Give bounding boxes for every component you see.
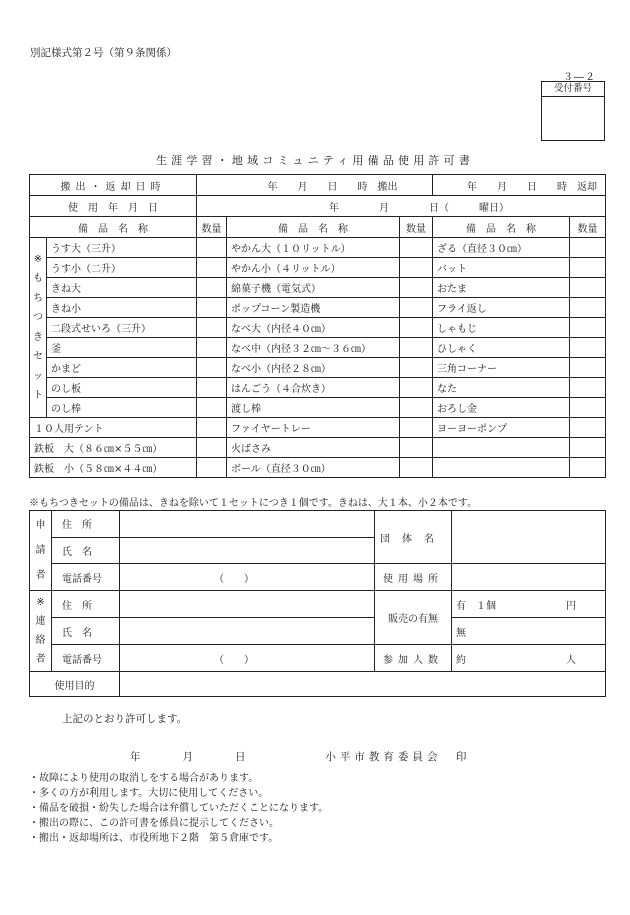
equipment-item-name: しゃもじ <box>433 318 570 338</box>
equipment-item-name: フライ返し <box>433 298 570 318</box>
equipment-row <box>30 298 606 318</box>
form-reference: 別記様式第２号（第９条関係） <box>30 47 177 59</box>
equipment-item-name: 火ばさみ <box>227 438 400 458</box>
equipment-item-name: 渡し棒 <box>227 398 400 418</box>
equipment-item-name: はんごう（４合炊き） <box>227 378 400 398</box>
use-date-field[interactable]: 年 月 日（ 曜日） <box>197 196 606 217</box>
equipment-item-name: なべ中（内径３２㎝～３６㎝） <box>227 338 400 358</box>
qty-input[interactable] <box>400 318 433 338</box>
qty-input[interactable] <box>570 258 606 278</box>
equipment-table <box>29 174 606 478</box>
equipment-item-name: ひしゃく <box>433 338 570 358</box>
qty-input[interactable] <box>570 298 606 318</box>
set-item-name: 二段式せいろ（三升） <box>47 318 197 338</box>
equipment-rows <box>30 238 606 478</box>
qty-input[interactable] <box>400 398 433 418</box>
qty-input[interactable] <box>197 338 227 358</box>
applicant-group-label: 申 請 者 <box>30 511 52 591</box>
qty-input[interactable] <box>197 298 227 318</box>
note-item: ・備品を破損・紛失した場合は弁償していただくことになります。 <box>29 803 329 814</box>
col-header-qty: 数量 <box>400 217 433 238</box>
set-item-name: 釜 <box>47 338 197 358</box>
note-item: ・搬出・返却場所は、市役所地下２階 第５倉庫です。 <box>29 833 279 844</box>
applicant-name-field[interactable] <box>120 537 375 564</box>
qty-input[interactable] <box>400 378 433 398</box>
qty-input[interactable] <box>400 418 433 438</box>
equipment-item-name <box>433 438 570 458</box>
col-header-name: 備 品 名 称 <box>433 217 570 238</box>
qty-input[interactable] <box>570 338 606 358</box>
contact-name-field[interactable] <box>120 618 375 645</box>
equipment-row <box>30 338 606 358</box>
set-note: ※もちつきセットの備品は、きねを除いて１セットにつき１個です。きねは、大１本、小２本です。 <box>29 498 478 509</box>
applicant-phone-field[interactable]: （ ） <box>120 564 375 591</box>
reception-number-label: 受付番号 <box>542 82 604 97</box>
set-item-name: のし棒 <box>47 398 197 418</box>
carry-return-datetime-field[interactable]: 年 月 日 時 返却 <box>433 175 606 196</box>
org-name-label: 団体名 <box>375 511 452 564</box>
qty-input[interactable] <box>570 318 606 338</box>
qty-input[interactable] <box>197 258 227 278</box>
carry-datetime-label: 搬出・返却日時 <box>30 175 197 196</box>
equipment-item-name: なべ大（内径４０㎝） <box>227 318 400 338</box>
applicant-phone-label: 電話番号 <box>52 564 120 591</box>
qty-input[interactable] <box>570 358 606 378</box>
set-item-name: かまど <box>47 358 197 378</box>
equipment-item-name: なべ小（内径２８㎝） <box>227 358 400 378</box>
equipment-item-name: おろし金 <box>433 398 570 418</box>
contact-address-field[interactable] <box>120 591 375 618</box>
equipment-row <box>30 398 606 418</box>
qty-input[interactable] <box>197 358 227 378</box>
signature-line <box>130 749 470 764</box>
qty-input[interactable] <box>400 278 433 298</box>
contact-name-label: 氏 名 <box>52 618 120 645</box>
equipment-item-name: バット <box>433 258 570 278</box>
qty-input[interactable] <box>570 438 606 458</box>
qty-input[interactable] <box>570 378 606 398</box>
equipment-item-name: やかん大（１０リットル） <box>227 238 400 258</box>
set-item-name: きね大 <box>47 278 197 298</box>
document-number: ３―２ <box>563 72 596 83</box>
qty-input[interactable] <box>197 458 227 478</box>
equipment-row <box>30 238 606 258</box>
set-item-name: のし板 <box>47 378 197 398</box>
qty-input[interactable] <box>400 438 433 458</box>
reception-number-box <box>541 81 605 141</box>
equipment-item-name: ヨーヨーポンプ <box>433 418 570 438</box>
qty-input[interactable] <box>400 238 433 258</box>
qty-input[interactable] <box>400 298 433 318</box>
equipment-item-name: 三角コーナー <box>433 358 570 378</box>
sales-no-option[interactable]: 無 <box>452 618 606 645</box>
equipment-item-name: 鉄板 大（８６㎝×５５㎝） <box>30 438 197 458</box>
document-title: 生涯学習・地域コミュニティ用備品使用許可書 <box>155 154 475 167</box>
note-item: ・故障により使用の取消しをする場合があります。 <box>29 773 259 784</box>
contact-phone-field[interactable]: （ ） <box>120 645 375 672</box>
qty-input[interactable] <box>400 458 433 478</box>
set-item-name: うす大（三升） <box>47 238 197 258</box>
qty-input[interactable] <box>197 398 227 418</box>
purpose-label: 使用目的 <box>30 672 120 697</box>
qty-input[interactable] <box>197 378 227 398</box>
use-date-label: 使 用 年 月 日 <box>30 196 197 217</box>
equipment-item-name: １０人用テント <box>30 418 197 438</box>
equipment-row <box>30 458 606 478</box>
permit-date: 年 月 日 <box>130 751 246 763</box>
set-item-name: うす小（二升） <box>47 258 197 278</box>
participants-field[interactable]: 約 人 <box>452 645 606 672</box>
qty-input[interactable] <box>400 358 433 378</box>
applicant-address-field[interactable] <box>120 511 375 538</box>
issuer-seal: 小平市教育委員会 印 <box>325 751 471 763</box>
qty-input[interactable] <box>400 258 433 278</box>
equipment-row <box>30 358 606 378</box>
contact-address-label: 住 所 <box>52 591 120 618</box>
applicant-address-label: 住 所 <box>52 511 120 538</box>
qty-input[interactable] <box>400 338 433 358</box>
equipment-item-name: ファイヤートレー <box>227 418 400 438</box>
applicant-name-label: 氏 名 <box>52 537 120 564</box>
org-name-field[interactable] <box>452 511 606 564</box>
set-item-name: きね小 <box>47 298 197 318</box>
col-header-name: 備 品 名 称 <box>30 217 197 238</box>
sales-yes-option[interactable]: 有 １個 円 <box>452 591 606 618</box>
qty-input[interactable] <box>570 278 606 298</box>
note-item: ・搬出の際に、この許可書を係員に提示してください。 <box>29 818 279 829</box>
equipment-item-name <box>433 458 570 478</box>
qty-input[interactable] <box>197 438 227 458</box>
equipment-row <box>30 258 606 278</box>
qty-input[interactable] <box>197 418 227 438</box>
qty-input[interactable] <box>570 238 606 258</box>
venue-label: 使用場所 <box>375 564 452 591</box>
carry-out-datetime-field[interactable]: 年 月 日 時 搬出 <box>197 175 433 196</box>
qty-input[interactable] <box>570 458 606 478</box>
qty-input[interactable] <box>570 418 606 438</box>
notes-list <box>29 771 328 846</box>
equipment-item-name: 綿菓子機（電気式） <box>227 278 400 298</box>
col-header-qty: 数量 <box>197 217 227 238</box>
contact-phone-label: 電話番号 <box>52 645 120 672</box>
qty-input[interactable] <box>197 318 227 338</box>
applicant-table <box>29 510 606 697</box>
col-header-qty: 数量 <box>570 217 606 238</box>
purpose-field[interactable] <box>120 672 606 697</box>
reception-number-field[interactable] <box>542 97 604 141</box>
mochitsuki-set-label: ※ も ち つ き セ ッ ト <box>30 238 47 418</box>
equipment-item-name: ざる（直径３０㎝） <box>433 238 570 258</box>
equipment-item-name: 鉄板 小（５８㎝×４４㎝） <box>30 458 197 478</box>
sales-label: 販売の有無 <box>375 591 452 645</box>
permit-statement: 上記のとおり許可します。 <box>62 713 188 725</box>
qty-input[interactable] <box>570 398 606 418</box>
equipment-row <box>30 318 606 338</box>
qty-input[interactable] <box>197 278 227 298</box>
participants-label: 参加人数 <box>375 645 452 672</box>
equipment-item-name: ポップコーン製造機 <box>227 298 400 318</box>
equipment-row <box>30 278 606 298</box>
col-header-name: 備 品 名 称 <box>227 217 400 238</box>
equipment-row <box>30 438 606 458</box>
equipment-item-name: やかん小（４リットル） <box>227 258 400 278</box>
qty-input[interactable] <box>197 238 227 258</box>
note-item: ・多くの方が利用します。大切に使用してください。 <box>29 788 269 799</box>
equipment-item-name: なた <box>433 378 570 398</box>
venue-field[interactable] <box>452 564 606 591</box>
equipment-row <box>30 378 606 398</box>
equipment-row <box>30 418 606 438</box>
contact-group-label: ※ 連 絡 者 <box>30 591 52 672</box>
equipment-item-name: おたま <box>433 278 570 298</box>
equipment-item-name: ボール（直径３０㎝） <box>227 458 400 478</box>
